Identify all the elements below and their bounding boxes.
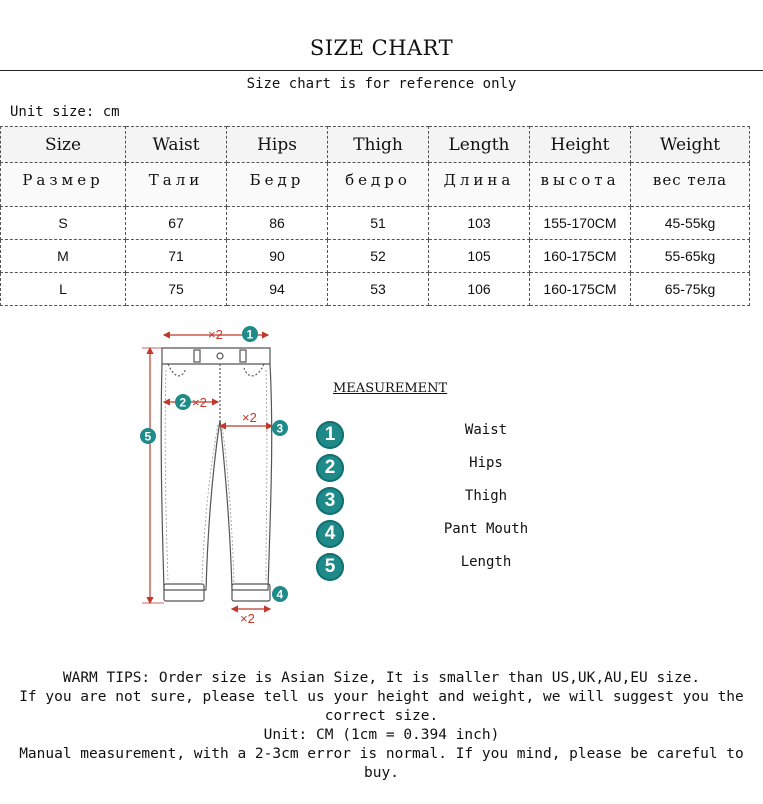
tips-line-3: Unit: CM (1cm = 0.394 inch) bbox=[263, 727, 500, 743]
table-cell: 53 bbox=[328, 273, 429, 306]
legend-label: Waist bbox=[464, 422, 508, 438]
number-1-icon: 1 bbox=[316, 421, 344, 449]
number-4-icon: 4 bbox=[316, 520, 344, 548]
table-header-en bbox=[1, 127, 750, 163]
legend-item-waist bbox=[316, 420, 546, 450]
header-cell: Hips bbox=[227, 127, 328, 163]
table-cell: 105 bbox=[429, 240, 530, 273]
table-cell: 90 bbox=[227, 240, 328, 273]
header-cell: высота bbox=[530, 163, 631, 207]
tips-line-2: If you are not sure, please tell us your height and weight, we will suggest you the correct size. bbox=[19, 689, 744, 724]
table-cell: S bbox=[1, 207, 126, 240]
waist-x2-label: ×2 bbox=[208, 327, 223, 342]
legend-label: Hips bbox=[469, 455, 503, 471]
jeans-diagram bbox=[128, 320, 298, 630]
table-cell: 106 bbox=[429, 273, 530, 306]
legend-item-thigh bbox=[316, 486, 546, 516]
jeans-outline bbox=[161, 348, 272, 601]
header-cell: бедро bbox=[328, 163, 429, 207]
unit-label: Unit size: cm bbox=[10, 104, 120, 120]
table-cell: L bbox=[1, 273, 126, 306]
pant-mouth-x2-label: ×2 bbox=[240, 611, 255, 626]
table-cell: 65-75kg bbox=[631, 273, 750, 306]
title-divider bbox=[0, 70, 763, 71]
table-cell: 52 bbox=[328, 240, 429, 273]
table-row bbox=[1, 273, 750, 306]
table-cell: 71 bbox=[126, 240, 227, 273]
tips-line-4: Manual measurement, with a 2-3cm error is normal. If you mind, please be careful to buy. bbox=[19, 746, 744, 781]
marker-2-number: 2 bbox=[179, 395, 187, 410]
marker-4-number: 4 bbox=[276, 587, 284, 602]
header-cell: Size bbox=[1, 127, 126, 163]
measurement-title: MEASUREMENT bbox=[333, 381, 448, 396]
number-2-icon: 2 bbox=[316, 454, 344, 482]
header-cell: Бедр bbox=[227, 163, 328, 207]
table-cell: 67 bbox=[126, 207, 227, 240]
table-cell: 160-175CM bbox=[530, 273, 631, 306]
size-table bbox=[0, 126, 750, 306]
table-cell: 75 bbox=[126, 273, 227, 306]
table-cell: 45-55kg bbox=[631, 207, 750, 240]
legend-item-length bbox=[316, 552, 546, 582]
number-3-icon: 3 bbox=[316, 487, 344, 515]
table-cell: 55-65kg bbox=[631, 240, 750, 273]
header-cell: Размер bbox=[1, 163, 126, 207]
header-cell: Weight bbox=[631, 127, 750, 163]
number-5-icon: 5 bbox=[316, 553, 344, 581]
table-cell: 51 bbox=[328, 207, 429, 240]
legend-label: Thigh bbox=[464, 488, 508, 504]
header-cell: Length bbox=[429, 127, 530, 163]
marker-5-number: 5 bbox=[144, 429, 152, 444]
header-cell: Height bbox=[530, 127, 631, 163]
table-cell: M bbox=[1, 240, 126, 273]
header-cell: Waist bbox=[126, 127, 227, 163]
table-cell: 155-170CM bbox=[530, 207, 631, 240]
page-title: SIZE CHART bbox=[309, 36, 454, 60]
warm-tips bbox=[0, 669, 763, 783]
marker-1-number: 1 bbox=[246, 327, 254, 342]
table-row bbox=[1, 207, 750, 240]
legend-item-pant-mouth bbox=[316, 519, 546, 549]
table-header-ru bbox=[1, 163, 750, 207]
legend-item-hips bbox=[316, 453, 546, 483]
header-cell: Thigh bbox=[328, 127, 429, 163]
header-cell: Длина bbox=[429, 163, 530, 207]
legend-label: Length bbox=[460, 554, 512, 570]
legend-label: Pant Mouth bbox=[443, 521, 529, 537]
subtitle: Size chart is for reference only bbox=[246, 76, 517, 92]
table-cell: 160-175CM bbox=[530, 240, 631, 273]
tips-line-1: WARM TIPS: Order size is Asian Size, It is smaller than US,UK,AU,EU size. bbox=[62, 670, 701, 686]
header-cell: вес тела bbox=[631, 163, 750, 207]
hips-x2-label: ×2 bbox=[192, 395, 207, 410]
table-cell: 94 bbox=[227, 273, 328, 306]
table-row bbox=[1, 240, 750, 273]
table-cell: 86 bbox=[227, 207, 328, 240]
thigh-x2-label: ×2 bbox=[242, 410, 257, 425]
table-cell: 103 bbox=[429, 207, 530, 240]
marker-3-number: 3 bbox=[276, 421, 284, 436]
header-cell: Тали bbox=[126, 163, 227, 207]
